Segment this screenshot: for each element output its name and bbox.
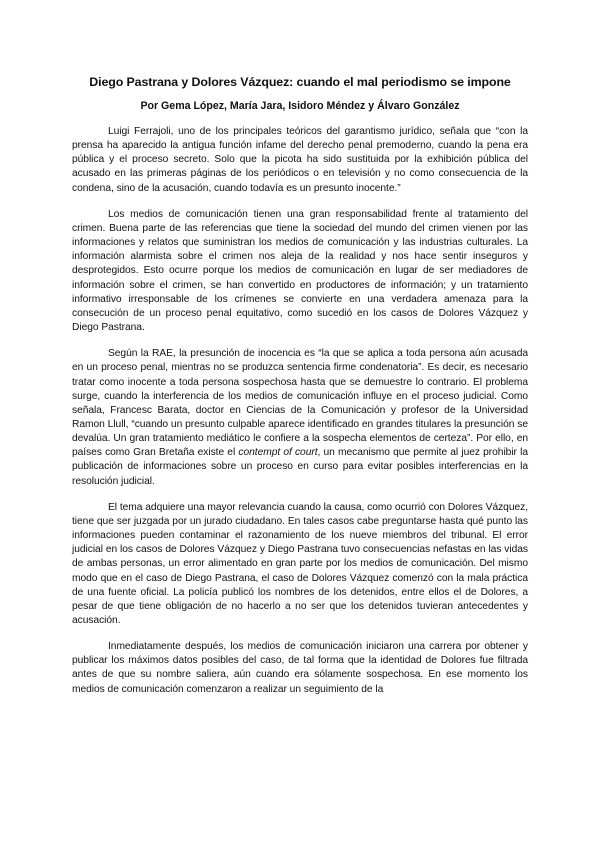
document-authors: Por Gema López, María Jara, Isidoro Méndez y Álvaro González [140, 100, 460, 112]
paragraph-3-text-b: , un mecanismo que permite al juez prohibir la publicación de informaciones sobre un proceso en curso para evitar posibles interferencias en la resolución judicial. [72, 447, 528, 487]
paragraph-2: Los medios de comunicación tienen una gran responsabilidad frente al tratamiento del crimen. Buena parte de las referencias que tiene la sociedad del mundo del crimen vienen por las informaciones y relatos que suministran los medios de comunicación y las industrias culturales. La información alarmista sobre el crimen nos aleja de la realidad y nos hace sentir inseguros y desprotegidos. Esto ocurre porque los medios de comunicación en lugar de ser mediadores de información sobre el crimen, se han convertido en productores de información; y un tratamiento informativo irresponsable de los crímenes se convierte en una verdadera amenaza para la consecución de un proceso penal equitativo, como sucedió en los casos de Dolores Vázquez y Diego Pastrana. [72, 208, 528, 334]
paragraph-1: Luigi Ferrajoli, uno de los principales teóricos del garantismo jurídico, señala que “con la prensa ha aparecido la antigua función infame del derecho penal premoderno, cuando la pena era pública y el proceso secreto. Solo que la picota ha sido sustituida por la exhibición pública del acusado en las primeras páginas de los periódicos o en televisión y no como consecuencia de la condena, sino de la acusación, cuando todavía es un presunto inocente.” [72, 126, 528, 194]
paragraph-5: Inmediatamente después, los medios de comunicación iniciaron una carrera por obtener y publicar los máximos datos posibles del caso, de tal forma que la identidad de Dolores fue filtrada antes de que su nombre saliera, aún cuando era sólamente sospechosa. En ese momento los medios de comunicación comenzaron a realizar un seguimiento de la [72, 641, 528, 695]
paragraph-3-text-a: Según la RAE, la presunción de inocencia es “la que se aplica a toda persona aún acusada en un proceso penal, mientras no se produzca sentencia firme condenatoria”. Es decir, es necesario tratar como inocente a toda persona sospechosa hasta que se demuestre lo contrario. El problema surge, cuando la interferencia de los medios de comunicación influye en el proceso judicial. Como señala, Francesc Barata, doctor en Ciencias de la Comunicación y profesor de la Universidad Ramon Llull, “cuando un presunto culpable aparece identificado en grandes titulares la presunción se devalúa. Un gran tratamiento mediático le confiere a la sospecha elementos de certeza”. Por ello, en países como Gran Bretaña existe el [72, 348, 528, 459]
document-title: Diego Pastrana y Dolores Vázquez: cuando el mal periodismo se impone [89, 75, 511, 89]
paragraph-4: El tema adquiere una mayor relevancia cuando la causa, como ocurrió con Dolores Vázquez, tiene que ser juzgada por un jurado ciudadano. En tales casos cabe preguntarse hasta qué punto las informaciones pueden contaminar el razonamiento de los nueve miembros del tribunal. El error judicial en los casos de Dolores Vázquez y Diego Pastrana tuvo consecuencias nefastas en las vidas de ambas personas, un error alimentado en gran parte por los medios de comunicación. Del mismo modo que en el caso de Diego Pastrana, el caso de Dolores Vázquez comenzó con la mala práctica de una fuente oficial. La policía publicó los nombres de los detenidos, entre ellos el de Dolores, a pesar de que tiene obligación de no hacerlo a no ser que los detenidos tuvieran antecedentes y acusación. [72, 501, 528, 626]
document-page [72, 74, 528, 709]
paragraph-3-italic-term: contempt of court [238, 447, 318, 459]
paragraph-3 [72, 347, 528, 489]
